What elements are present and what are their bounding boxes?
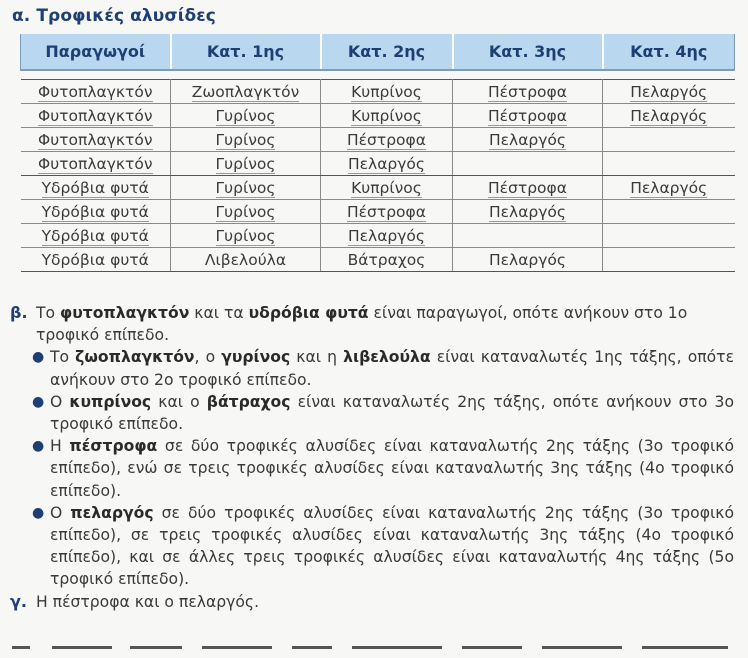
text-run: και τα bbox=[189, 304, 249, 322]
table-row bbox=[21, 104, 735, 128]
text-run: Ο bbox=[50, 503, 71, 522]
text-run: και ο bbox=[151, 392, 207, 411]
bullet-icon: ● bbox=[32, 438, 45, 455]
table-cell: Πελαργός bbox=[453, 248, 603, 272]
bullet-icon: ● bbox=[32, 393, 45, 410]
bold-term: φυτοπλαγκτόν bbox=[60, 304, 190, 322]
cut-glyph bbox=[130, 646, 182, 649]
table-row bbox=[21, 248, 735, 272]
section-b-bullets bbox=[10, 346, 734, 590]
table-row bbox=[21, 80, 735, 104]
header-producers: Παραγωγοί bbox=[21, 34, 171, 70]
table-cell bbox=[453, 152, 603, 176]
table-cell: Πελαργός bbox=[603, 104, 735, 128]
table-cell: Πελαργός bbox=[321, 152, 453, 176]
cut-glyph bbox=[292, 646, 332, 649]
section-g bbox=[10, 591, 734, 613]
bullet-icon: ● bbox=[32, 349, 45, 366]
table-cell bbox=[603, 128, 735, 152]
text-run: είναι παραγωγοί, οπότε ανήκουν στο 1ο τροφικό επίπεδο. bbox=[36, 304, 688, 345]
table-cell: Βάτραχος bbox=[321, 248, 453, 272]
table-cell: Γυρίνος bbox=[171, 200, 321, 224]
text-run: σε δύο τροφικές αλυσίδες είναι καταναλωτής 2ης τάξης (3ο τροφικό επίπεδο), ενώ σε τρεις τροφικές αλυσίδες είναι καταναλωτής 3ης τάξης (4ο τροφικό επίπεδο). bbox=[50, 437, 734, 500]
table-cell: Κυπρίνος bbox=[321, 176, 453, 200]
list-item bbox=[10, 391, 734, 435]
table-cell: Πέστροφα bbox=[453, 104, 603, 128]
table-cell bbox=[603, 248, 735, 272]
section-b-marker: β. bbox=[10, 303, 28, 322]
table-cell bbox=[603, 200, 735, 224]
text-run: και η bbox=[290, 348, 344, 367]
bold-term: λιβελούλα bbox=[343, 348, 431, 367]
table-row bbox=[21, 128, 735, 152]
bold-term: υδρόβια φυτά bbox=[248, 304, 369, 322]
table-cell: Κυπρίνος bbox=[321, 80, 453, 104]
table-cell: Γυρίνος bbox=[171, 104, 321, 128]
table-cell: Λιβελούλα bbox=[171, 248, 321, 272]
table-cell bbox=[453, 224, 603, 248]
table-cell: Γυρίνος bbox=[171, 176, 321, 200]
list-item bbox=[10, 435, 734, 502]
text-run: Ο bbox=[50, 392, 70, 411]
bold-term: ζωοπλαγκτόν bbox=[75, 348, 195, 367]
header-consumer-4: Κατ. 4ης bbox=[603, 34, 735, 70]
table-row bbox=[21, 152, 735, 176]
section-g-text: Η πέστροφα και ο πελαργός. bbox=[36, 592, 260, 611]
table-cell: Πέστροφα bbox=[321, 200, 453, 224]
table-cell: Γυρίνος bbox=[171, 152, 321, 176]
table-cell: Ζωοπλαγκτόν bbox=[171, 80, 321, 104]
table-cell: Πελαργός bbox=[453, 200, 603, 224]
text-run: Η bbox=[50, 437, 70, 456]
food-chains-table bbox=[20, 34, 735, 272]
section-a-heading: α. Τροφικές αλυσίδες bbox=[12, 6, 216, 26]
text-run: είναι καταναλωτές 1ης τάξης, οπότε ανήκουν στο 2ο τροφικό επίπεδο. bbox=[50, 348, 734, 389]
text-run: είναι καταναλωτές 2ης τάξης, οπότε ανήκουν στο 3ο τροφικό επίπεδο. bbox=[50, 392, 734, 434]
text-run: , ο bbox=[194, 348, 222, 367]
table-cell: Πέστροφα bbox=[453, 176, 603, 200]
table-cell: Υδρόβια φυτά bbox=[21, 200, 171, 224]
list-item bbox=[10, 346, 734, 390]
table-cell: Υδρόβια φυτά bbox=[21, 224, 171, 248]
table-cell bbox=[603, 152, 735, 176]
list-item bbox=[10, 502, 734, 591]
table-cell: Γυρίνος bbox=[171, 128, 321, 152]
text-run: Το bbox=[50, 348, 76, 367]
cut-glyph bbox=[462, 646, 522, 649]
section-b-intro bbox=[10, 302, 734, 346]
bold-term: πελαργός bbox=[70, 503, 154, 522]
bullet-icon: ● bbox=[32, 504, 45, 521]
cut-off-next-line bbox=[12, 646, 732, 658]
bold-term: κυπρίνος bbox=[69, 392, 152, 411]
header-consumer-1: Κατ. 1ης bbox=[171, 34, 321, 70]
cut-glyph bbox=[12, 646, 30, 649]
table-cell: Φυτοπλαγκτόν bbox=[21, 152, 171, 176]
text-run: σε δύο τροφικές αλυσίδες είναι καταναλωτής 2ης τάξης (3ο τροφικό επίπεδο), σε τρεις τροφικές αλυσίδες είναι καταναλωτής 3ης τάξης (4ο τροφικό επίπεδο), και σε άλλες τρεις τροφικές αλυσίδες είναι καταναλωτής 4ης τάξης (5ο τροφικό επίπεδο). bbox=[50, 503, 734, 589]
table-cell: Φυτοπλαγκτόν bbox=[21, 104, 171, 128]
answer-text bbox=[10, 302, 734, 613]
text-run: Το bbox=[36, 304, 61, 322]
cut-glyph bbox=[642, 646, 728, 649]
table-cell: Γυρίνος bbox=[171, 224, 321, 248]
table-cell bbox=[603, 224, 735, 248]
cut-glyph bbox=[52, 646, 112, 649]
table-header-row bbox=[21, 34, 735, 70]
table-cell: Φυτοπλαγκτόν bbox=[21, 80, 171, 104]
table-row bbox=[21, 200, 735, 224]
table-cell: Πελαργός bbox=[453, 128, 603, 152]
cut-glyph bbox=[542, 646, 622, 649]
header-consumer-3: Κατ. 3ης bbox=[453, 34, 603, 70]
table-cell: Υδρόβια φυτά bbox=[21, 248, 171, 272]
bold-term: γυρίνος bbox=[221, 348, 291, 367]
header-consumer-2: Κατ. 2ης bbox=[321, 34, 453, 70]
table-cell: Πελαργός bbox=[321, 224, 453, 248]
bold-term: βάτραχος bbox=[206, 392, 291, 411]
bold-term: πέστροφα bbox=[69, 437, 158, 456]
table-cell: Πελαργός bbox=[603, 80, 735, 104]
table-row bbox=[21, 176, 735, 200]
cut-glyph bbox=[352, 646, 442, 649]
table-row bbox=[21, 224, 735, 248]
table-cell: Φυτοπλαγκτόν bbox=[21, 128, 171, 152]
table-cell: Πέστροφα bbox=[453, 80, 603, 104]
cut-glyph bbox=[202, 646, 272, 649]
table-cell: Πελαργός bbox=[603, 176, 735, 200]
section-g-marker: γ. bbox=[10, 591, 27, 611]
table-cell: Κυπρίνος bbox=[321, 104, 453, 128]
table-cell: Πέστροφα bbox=[321, 128, 453, 152]
table-cell: Υδρόβια φυτά bbox=[21, 176, 171, 200]
